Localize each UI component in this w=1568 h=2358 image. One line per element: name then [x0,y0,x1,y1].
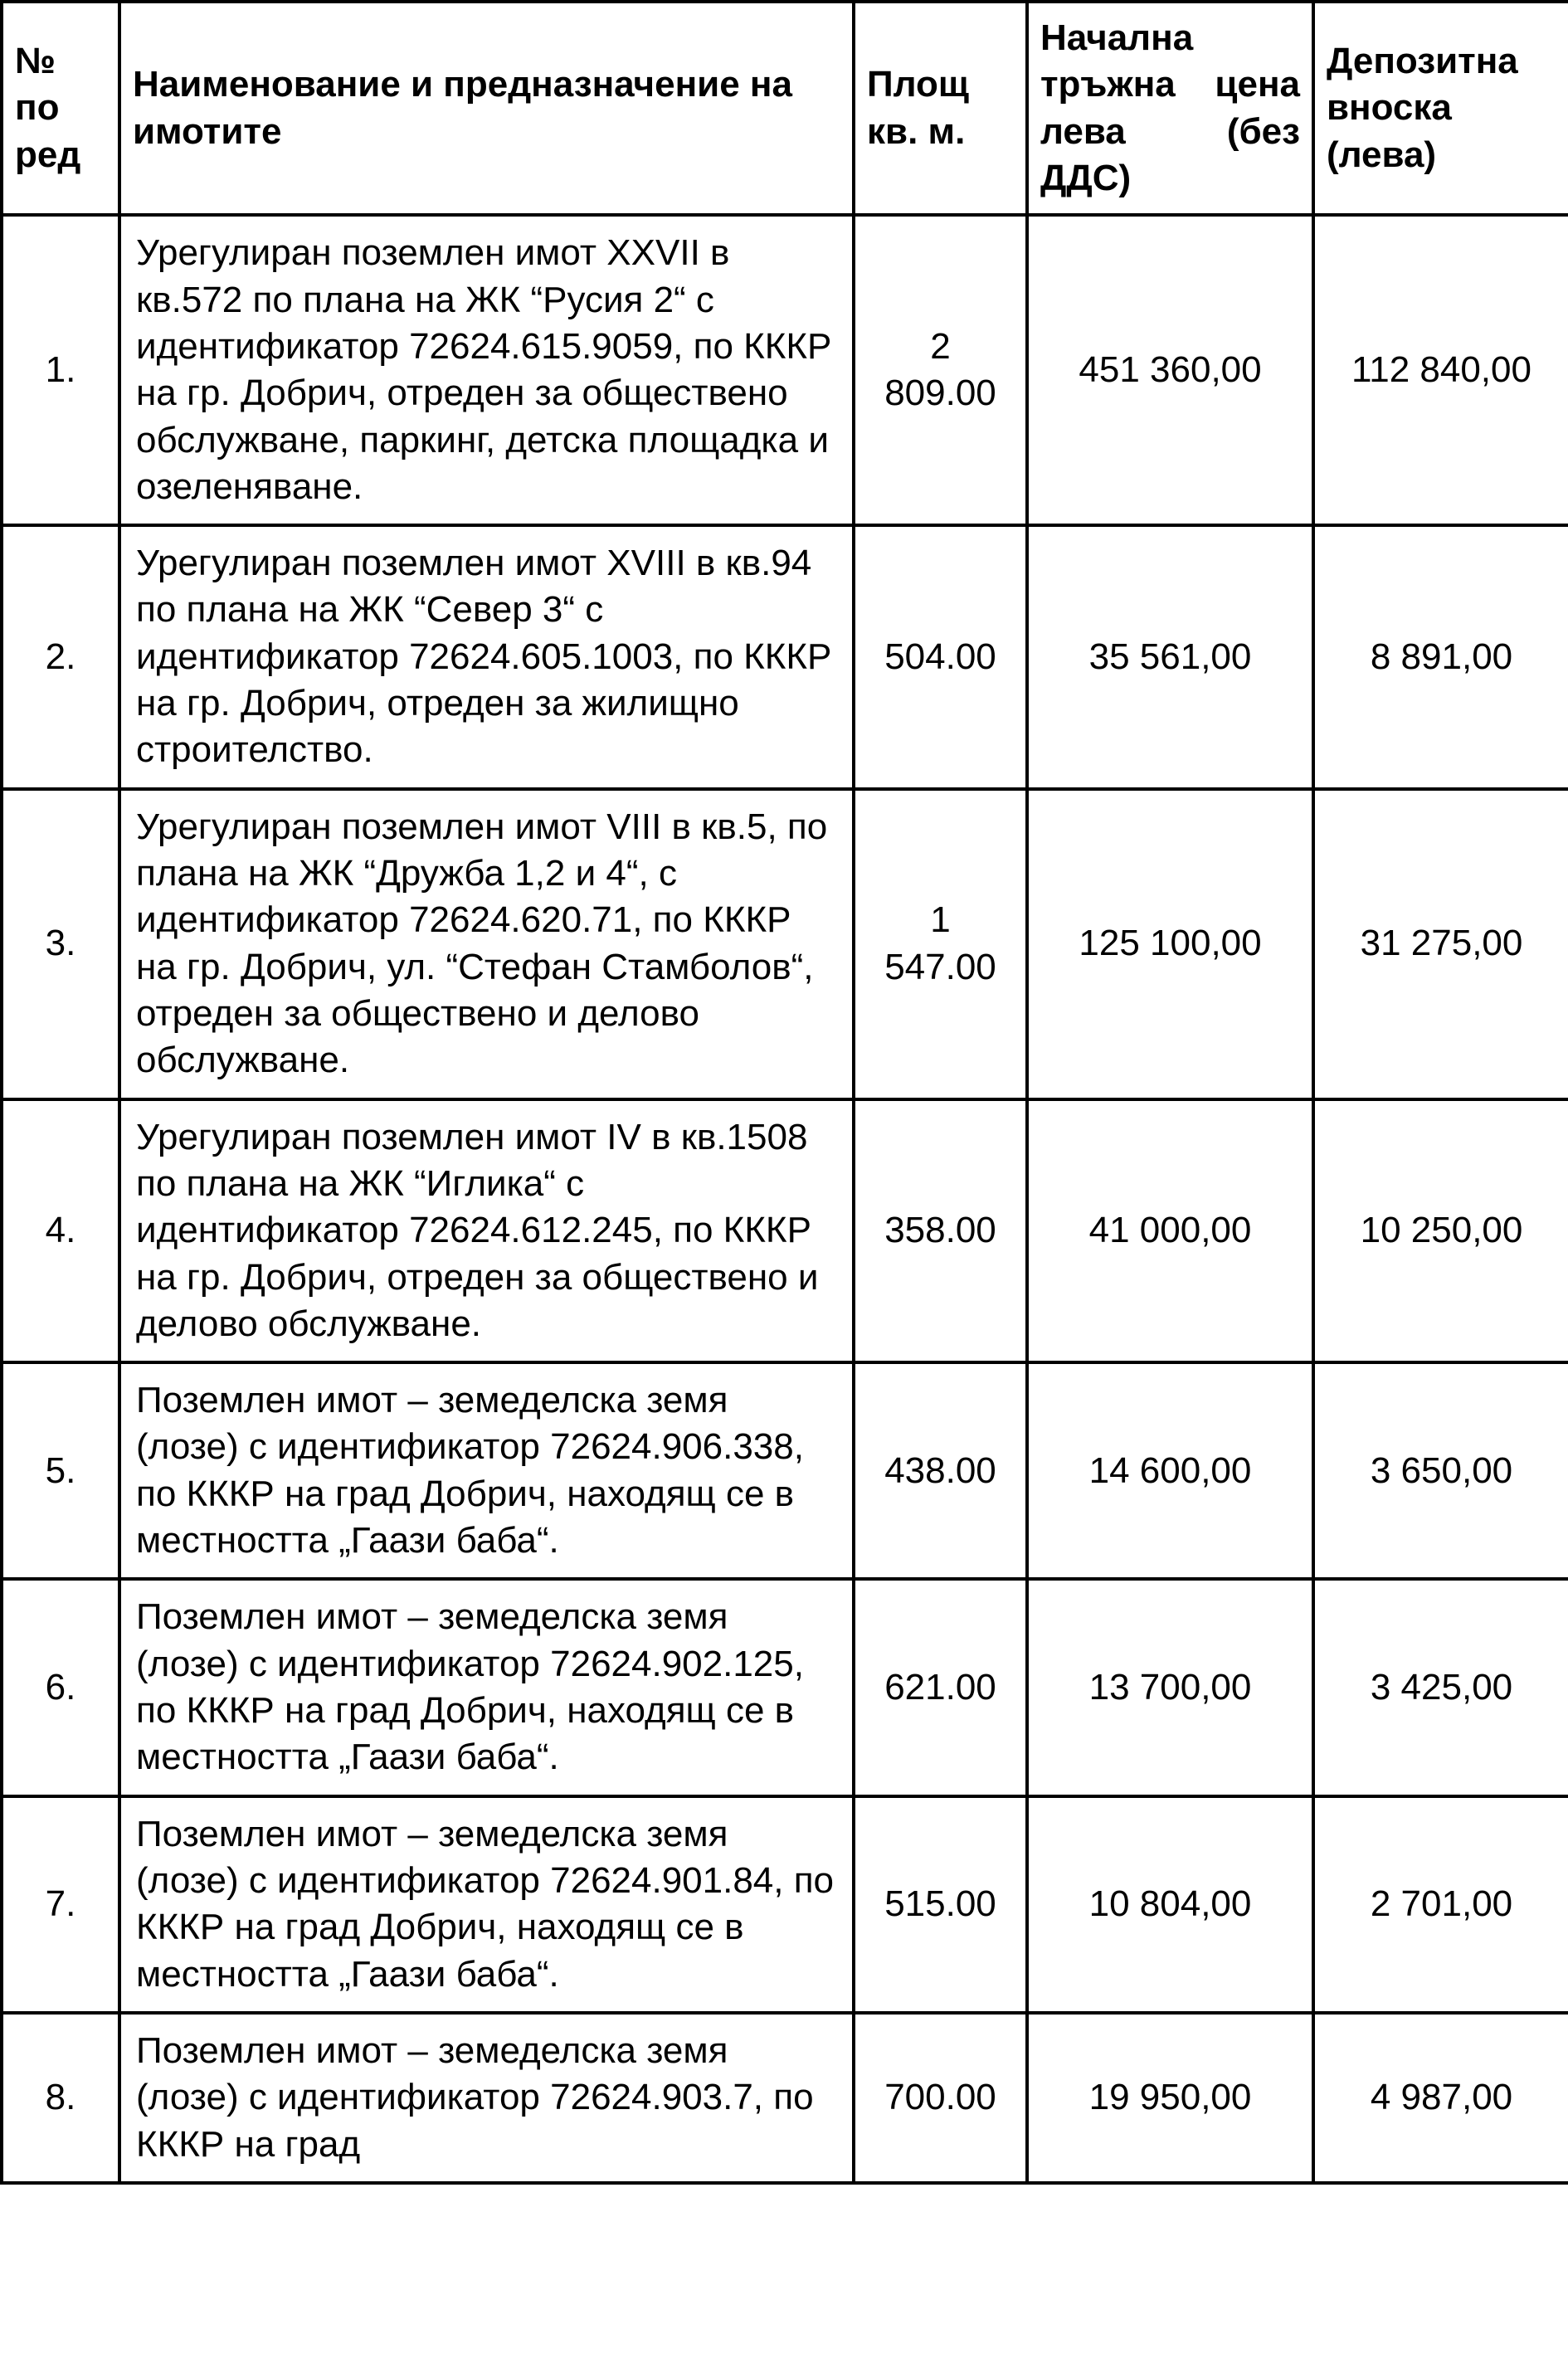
row-number-cell: 7. [2,1796,119,2013]
area-cell: 700.00 [854,2013,1027,2183]
area-cell: 515.00 [854,1796,1027,2013]
area-cell: 438.00 [854,1362,1027,1579]
row-number-cell: 3. [2,789,119,1099]
header-starting-price: Начална тръжна цена лева (без ДДС) [1027,2,1313,215]
table-row [2,1362,1568,1579]
header-area: Площ кв. м. [854,2,1027,215]
description-cell: Урегулиран поземлен имот IV в кв.1508 по плана на ЖК “Иглика“ с идентификатор 72624.612.245, по КККР на гр. Добрич, отреден за обществено и делово обслужване. [119,1099,854,1363]
table-row [2,789,1568,1099]
price-cell: 41 000,00 [1027,1099,1313,1363]
deposit-cell: 31 275,00 [1313,789,1568,1099]
table-row [2,215,1568,525]
table-row [2,1579,1568,1795]
row-number-cell: 2. [2,525,119,789]
description-cell: Поземлен имот – земеделска земя (лозе) с идентификатор 72624.906.338, по КККР на град Добрич, находящ се в местността „Гаази баба“. [119,1362,854,1579]
area-cell: 1 547.00 [854,789,1027,1099]
price-cell: 125 100,00 [1027,789,1313,1099]
description-cell: Поземлен имот – земеделска земя (лозе) с идентификатор 72624.901.84, по КККР на град Добрич, находящ се в местността „Гаази баба“. [119,1796,854,2013]
description-cell: Урегулиран поземлен имот VIII в кв.5, по плана на ЖК “Дружба 1,2 и 4“, с идентификатор 72624.620.71, по КККР на гр. Добрич, ул. “Стефан Стамболов“, отреден за обществено и делово обслужване. [119,789,854,1099]
deposit-cell: 4 987,00 [1313,2013,1568,2183]
deposit-cell: 2 701,00 [1313,1796,1568,2013]
description-cell: Урегулиран поземлен имот XXVII в кв.572 по плана на ЖК “Русия 2“ с идентификатор 72624.615.9059, по КККР на гр. Добрич, отреден за обществено обслужване, паркинг, детска площадка и озеленяване. [119,215,854,525]
area-cell: 621.00 [854,1579,1027,1795]
deposit-cell: 3 650,00 [1313,1362,1568,1579]
header-deposit: Депозитна вноска (лева) [1313,2,1568,215]
price-cell: 13 700,00 [1027,1579,1313,1795]
deposit-cell: 3 425,00 [1313,1579,1568,1795]
table-row [2,525,1568,789]
price-cell: 35 561,00 [1027,525,1313,789]
table-row [2,1099,1568,1363]
price-cell: 19 950,00 [1027,2013,1313,2183]
description-cell: Урегулиран поземлен имот XVIII в кв.94 по плана на ЖК “Север 3“ с идентификатор 72624.605.1003, по КККР на гр. Добрич, отреден за жилищно строителство. [119,525,854,789]
area-cell: 2 809.00 [854,215,1027,525]
price-cell: 14 600,00 [1027,1362,1313,1579]
deposit-cell: 8 891,00 [1313,525,1568,789]
deposit-cell: 112 840,00 [1313,215,1568,525]
table-body [2,215,1568,2183]
header-description: Наименование и предназначение на имотите [119,2,854,215]
price-cell: 451 360,00 [1027,215,1313,525]
table-header [2,2,1568,215]
row-number-cell: 5. [2,1362,119,1579]
table-row [2,1796,1568,2013]
table-row [2,2013,1568,2183]
row-number-cell: 1. [2,215,119,525]
row-number-cell: 6. [2,1579,119,1795]
header-row-number: № по ред [2,2,119,215]
header-row [2,2,1568,215]
description-cell: Поземлен имот – земеделска земя (лозе) с идентификатор 72624.902.125, по КККР на град Добрич, находящ се в местността „Гаази баба“. [119,1579,854,1795]
row-number-cell: 4. [2,1099,119,1363]
row-number-cell: 8. [2,2013,119,2183]
area-cell: 504.00 [854,525,1027,789]
description-cell: Поземлен имот – земеделска земя (лозе) с идентификатор 72624.903.7, по КККР на град [119,2013,854,2183]
deposit-cell: 10 250,00 [1313,1099,1568,1363]
price-cell: 10 804,00 [1027,1796,1313,2013]
area-cell: 358.00 [854,1099,1027,1363]
